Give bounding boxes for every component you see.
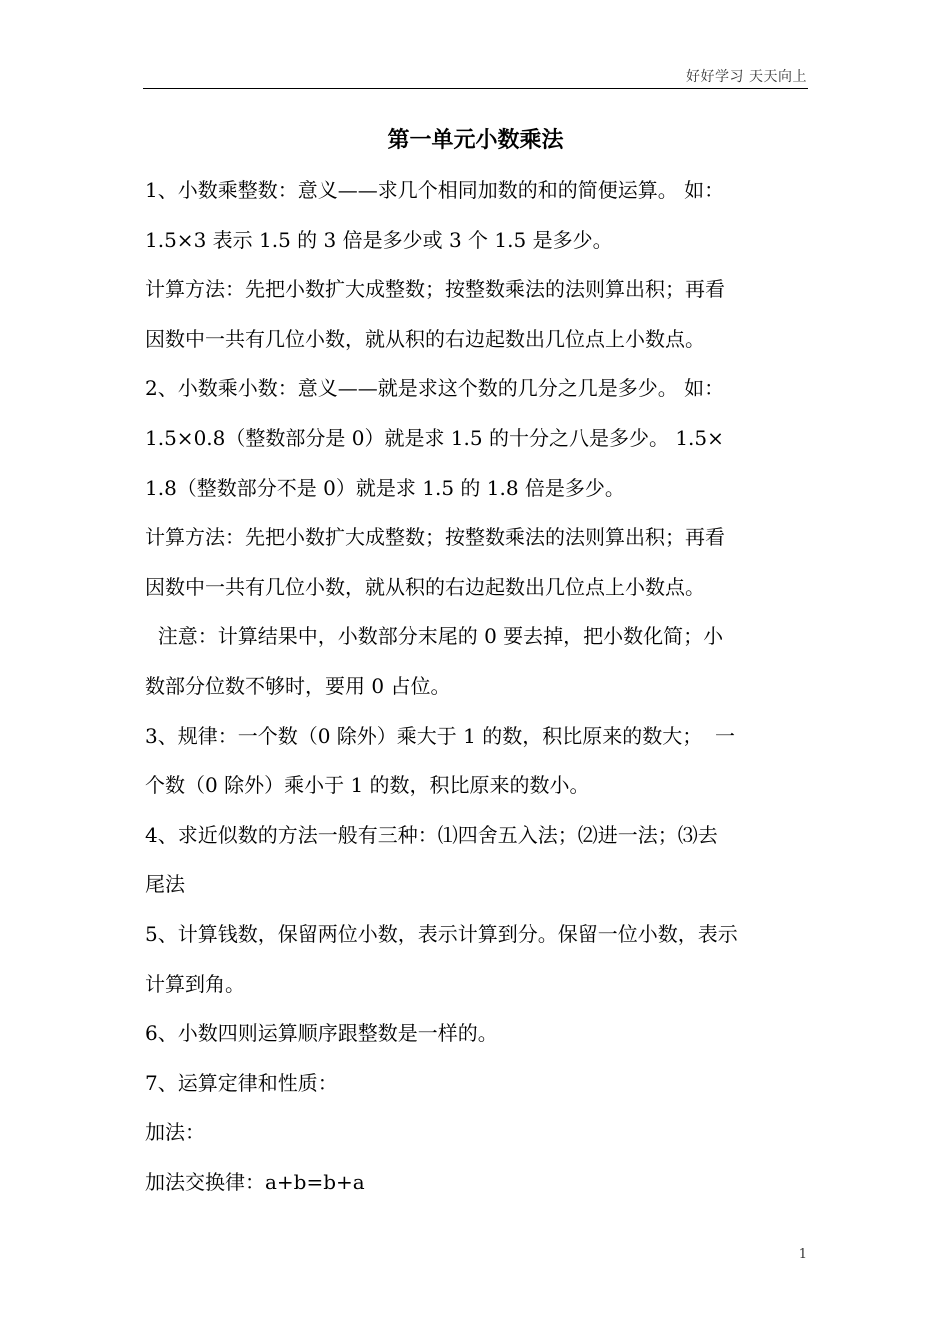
text-line: 注意：计算结果中，小数部分末尾的 0 要去掉，把小数化简；小 <box>145 624 724 649</box>
text-line: 1.5×3 表示 1.5 的 3 倍是多少或 3 个 1.5 是多少。 <box>145 227 613 252</box>
text-line: 1、小数乘整数：意义——求几个相同加数的和的简便运算。 如： <box>145 178 725 202</box>
text-line: 因数中一共有几位小数，就从积的右边起数出几位点上小数点。 <box>145 574 705 599</box>
text-line: 因数中一共有几位小数，就从积的右边起数出几位点上小数点。 <box>145 326 705 351</box>
text-line: 7、运算定律和性质： <box>145 1070 338 1095</box>
page-number: 1 <box>798 1247 807 1262</box>
text-line: 计算方法：先把小数扩大成整数；按整数乘法的法则算出积；再看 <box>145 525 725 550</box>
page-header-text: 好好学习 天天向上 <box>686 69 807 85</box>
text-line: 加法： <box>145 1120 205 1145</box>
text-line: 5、计算钱数，保留两位小数，表示计算到分。保留一位小数，表示 <box>145 921 738 946</box>
text-line: 1.8（整数部分不是 0）就是求 1.5 的 1.8 倍是多少。 <box>145 475 625 500</box>
text-line: 数部分位数不够时，要用 0 占位。 <box>145 673 451 698</box>
text-line: 1.5×0.8（整数部分是 0）就是求 1.5 的十分之八是多少。 1.5× <box>145 425 724 450</box>
text-line: 4、求近似数的方法一般有三种：⑴四舍五入法；⑵进一法；⑶去 <box>145 822 718 847</box>
text-line: 计算到角。 <box>145 971 245 996</box>
document-body <box>145 166 808 1207</box>
text-line: 尾法 <box>145 872 185 897</box>
text-line: 计算方法：先把小数扩大成整数；按整数乘法的法则算出积；再看 <box>145 277 725 302</box>
page-title: 第一单元小数乘法 <box>387 127 564 153</box>
text-line: 加法交换律：a+b=b+a <box>145 1169 365 1194</box>
header-divider <box>143 88 808 89</box>
text-line: 个数（0 除外）乘小于 1 的数，积比原来的数小。 <box>145 773 590 798</box>
text-line: 6、小数四则运算顺序跟整数是一样的。 <box>145 1021 498 1046</box>
text-line: 3、规律：一个数（0 除外）乘大于 1 的数，积比原来的数大； 一 <box>145 723 735 748</box>
text-line: 2、小数乘小数：意义——就是求这个数的几分之几是多少。 如： <box>145 376 725 401</box>
